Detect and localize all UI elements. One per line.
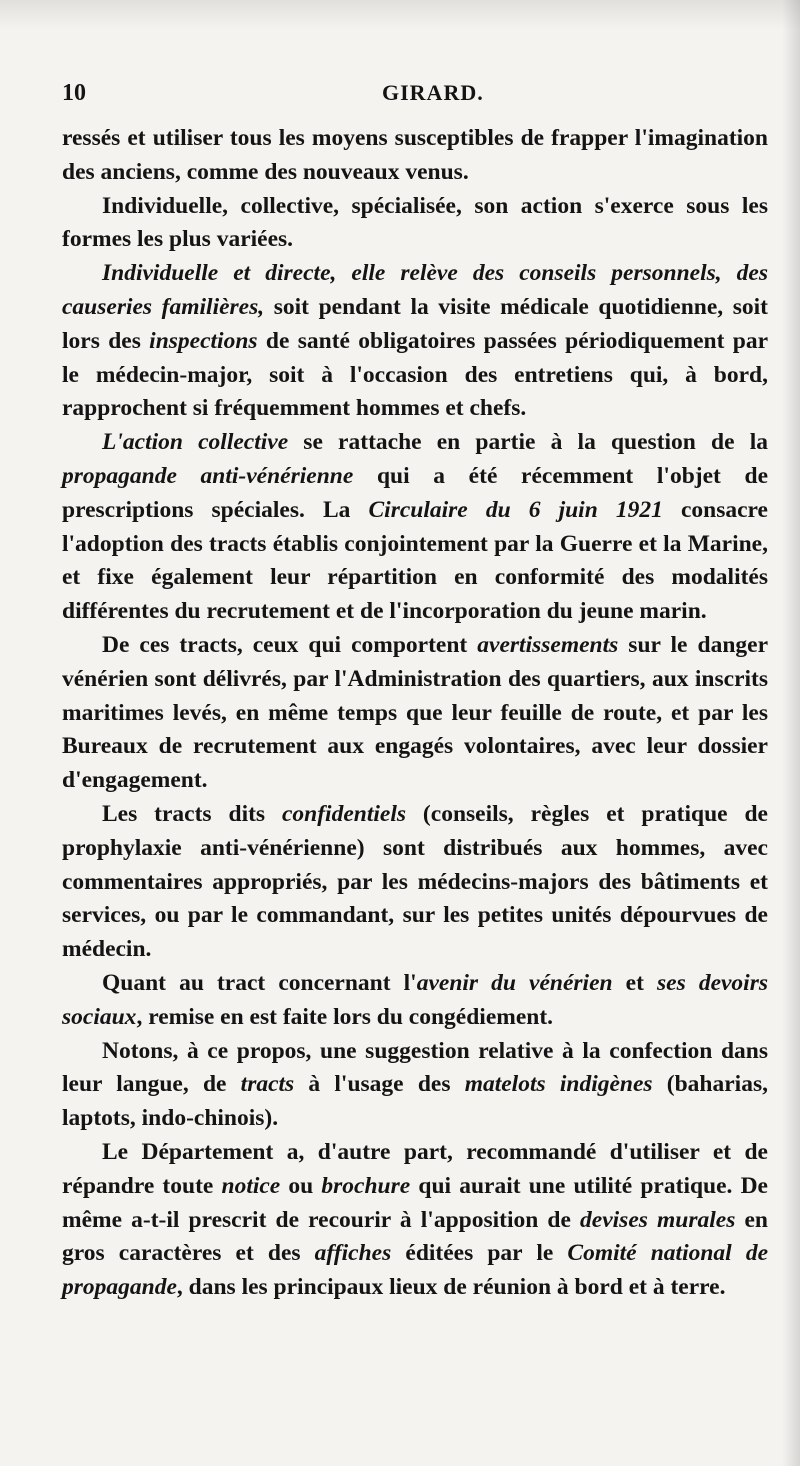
- page-number: 10: [62, 80, 86, 106]
- italic-text: devises murales: [580, 1206, 736, 1233]
- paragraph-text: se rattache en partie à la question de la: [288, 429, 768, 456]
- paragraph-text: de santé obligatoires passées périodiquement par le médecin-major, soit à l'occasion des entretiens qui, à bord, rapprochent si fréquemment hommes et chefs.: [62, 327, 768, 422]
- paragraph-text: ressés et utiliser tous les moyens susceptibles de frapper l'imagination des anciens, comme des nouveaux venus.: [62, 125, 768, 185]
- italic-text: Circulaire du 6 juin 1921: [368, 496, 663, 523]
- paragraph-text: qui aurait une utilité pratique. De même a-t-il prescrit de recourir à l'apposition de: [62, 1172, 768, 1233]
- italic-text: matelots indigènes: [464, 1071, 653, 1098]
- paragraph-6: [62, 798, 768, 967]
- paragraph-text: sur le danger vénérien sont délivrés, par l'Administration des quartiers, aux inscrits maritimes levés, en même temps que leur feuille de route, et par les Bureaux de recrutement aux engagés volontaires, avec leur dossier d'engagement.: [62, 631, 768, 794]
- paragraph-text: , dans les principaux lieux de réunion à bord et à terre.: [176, 1274, 726, 1301]
- paragraph-text: et: [612, 969, 658, 996]
- italic-text: L'action collective: [102, 429, 289, 456]
- page-header: [62, 80, 762, 120]
- paragraph-3: [62, 257, 768, 426]
- paragraph-text: éditées par le: [391, 1240, 568, 1267]
- paragraph-text: en gros caractères et des: [62, 1206, 768, 1267]
- paragraph-9: [62, 1136, 768, 1305]
- paragraph-text: De ces tracts, ceux qui comportent: [102, 631, 478, 658]
- paragraph-text: (baharias, laptots, indo-chinois).: [62, 1071, 768, 1132]
- paragraph-text: consacre l'adoption des tracts établis conjointement par la Guerre et la Marine, et fixe également leur répartition en conformité des modalités différentes du recrutement et de l'incorporation du jeune marin.: [62, 496, 768, 625]
- page-body: [62, 122, 768, 1305]
- italic-text: Comité national de propagande: [62, 1240, 768, 1301]
- paragraph-text: à l'usage des: [294, 1071, 465, 1098]
- paragraph-text: Notons, à ce propos, une suggestion relative à la confection dans leur langue, de: [62, 1037, 768, 1098]
- paragraph-text: soit pendant la visite médicale quotidienne, soit lors des: [62, 293, 768, 354]
- paragraph-text: (conseils, règles et pratique de prophylaxie anti-vénérienne) sont distribués aux hommes, avec commentaires appropriés, par les médecins-majors des bâtiments et services, ou par le commandant, sur les petites unités dépourvues de médecin.: [62, 800, 768, 963]
- italic-text: Individuelle et directe, elle relève des conseils personnels, des causeries familières,: [62, 260, 768, 320]
- italic-text: confidentiels: [281, 800, 407, 827]
- italic-text: notice: [221, 1172, 281, 1199]
- italic-text: brochure: [321, 1172, 411, 1199]
- paragraph-text: Individuelle, collective, spécialisée, son action s'exerce sous les formes les plus variées.: [62, 192, 768, 253]
- italic-text: ses devoirs sociaux: [62, 969, 768, 1030]
- paragraph-5: [62, 629, 768, 798]
- italic-text: tracts: [240, 1071, 295, 1098]
- paragraph-7: [62, 967, 768, 1035]
- paragraph-text: , remise en est faite lors du congédiement.: [136, 1003, 554, 1030]
- paragraph-text: qui a été récemment l'objet de prescriptions spéciales. La: [62, 462, 768, 523]
- paragraph-text: ou: [280, 1172, 322, 1199]
- italic-text: affiches: [314, 1240, 392, 1267]
- italic-text: inspections: [149, 327, 258, 354]
- scan-shadow-edge: [782, 0, 800, 1466]
- running-head: GIRARD.: [382, 80, 484, 105]
- italic-text: avenir du vénérien: [416, 969, 613, 996]
- paragraph-2: [62, 190, 768, 258]
- paragraph-text: Le Département a, d'autre part, recommandé d'utiliser et de répandre toute: [62, 1138, 768, 1199]
- paragraph-4: [62, 426, 768, 629]
- scan-shadow-top: [0, 0, 800, 30]
- paragraph-text: Les tracts dits: [102, 800, 282, 827]
- italic-text: propagande anti-vénérienne: [62, 462, 354, 489]
- paragraph-text: Quant au tract concernant l': [102, 969, 417, 996]
- paragraph-8: [62, 1035, 768, 1136]
- paragraph-1: [62, 122, 768, 190]
- italic-text: avertissements: [477, 631, 619, 658]
